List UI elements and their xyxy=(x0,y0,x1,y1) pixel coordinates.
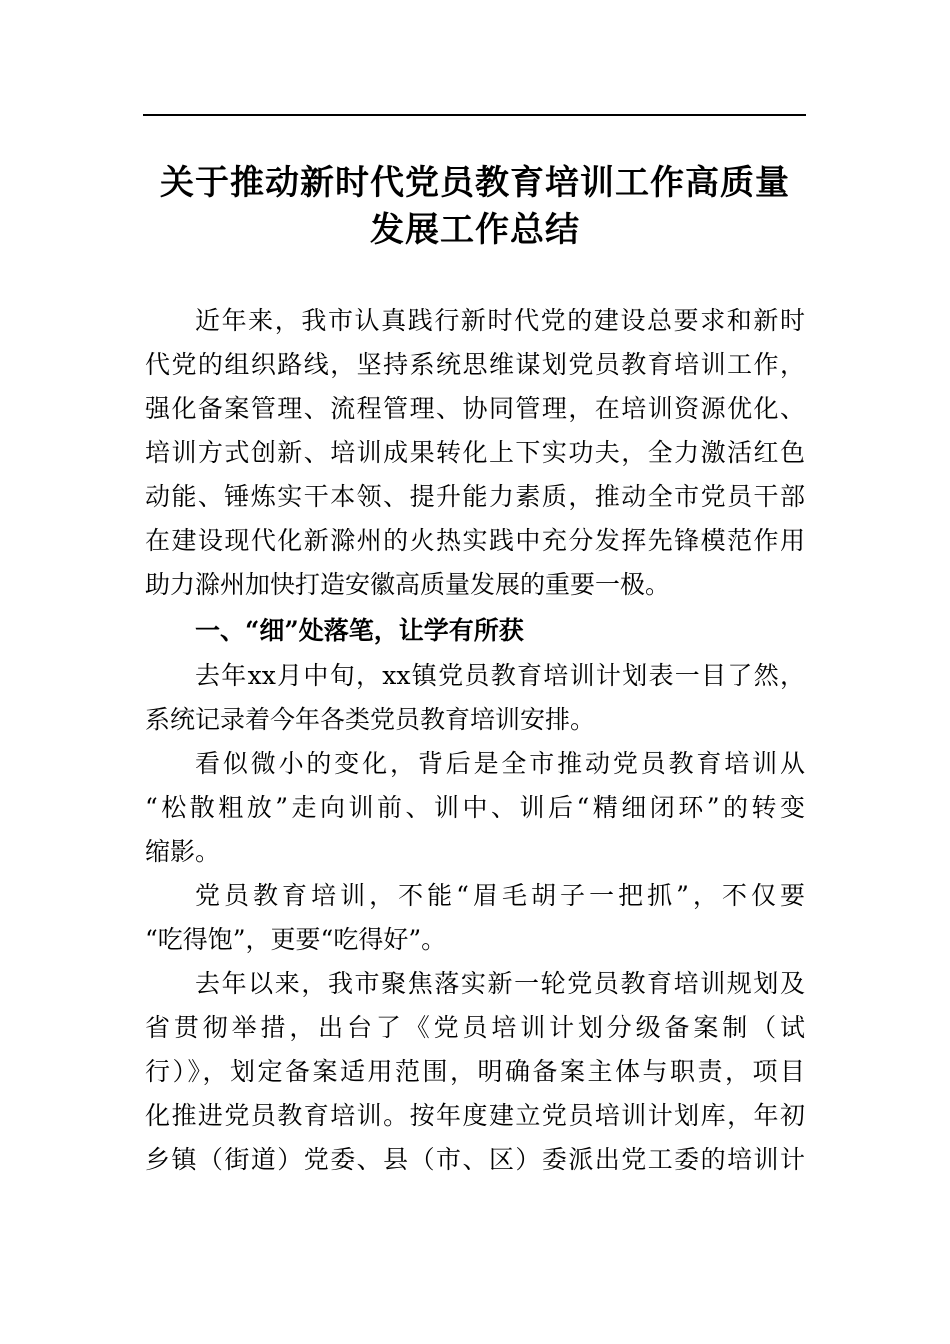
text-line: 在建设现代化新滁州的火热实践中充分发挥先锋模范作用 xyxy=(145,526,805,555)
text-line: 去年xx月中旬，xx镇党员教育培训计划表一目了然， xyxy=(195,661,805,690)
text-line: 党员教育培训，不能“眉毛胡子一把抓”，不仅要 xyxy=(195,881,805,910)
text-line: 培训方式创新、培训成果转化上下实功夫，全力激活红色 xyxy=(145,438,805,467)
paragraph xyxy=(145,874,805,962)
title-line-2: 发展工作总结 xyxy=(370,210,580,250)
text-line: 去年以来，我市聚焦落实新一轮党员教育培训规划及 xyxy=(195,969,805,998)
title-line-1: 关于推动新时代党员教育培训工作高质量 xyxy=(160,163,790,203)
paragraph xyxy=(145,299,805,607)
document-title xyxy=(100,160,850,254)
text-line: “松散粗放”走向训前、训中、训后“精细闭环”的转变 xyxy=(145,793,805,822)
text-line: 系统记录着今年各类党员教育培训安排。 xyxy=(145,705,596,734)
section-heading xyxy=(145,607,805,654)
text-line: 近年来，我市认真践行新时代党的建设总要求和新时 xyxy=(195,306,805,335)
text-line: 助力滁州加快打造安徽高质量发展的重要一极。 xyxy=(145,570,671,599)
text-line: 动能、锤炼实干本领、提升能力素质，推动全市党员干部 xyxy=(145,482,805,511)
text-line: 省贯彻举措，出台了《党员培训计划分级备案制（试 xyxy=(145,1013,805,1042)
text-line: 一、“细”处落笔，让学有所获 xyxy=(195,616,524,645)
text-line: “吃得饱”，更要“吃得好”。 xyxy=(145,925,447,954)
header-rule xyxy=(143,114,806,116)
paragraph xyxy=(145,742,805,874)
text-line: 看似微小的变化，背后是全市推动党员教育培训从 xyxy=(195,749,805,778)
text-line: 化推进党员教育培训。按年度建立党员培训计划库，年初 xyxy=(145,1101,805,1130)
text-line: 强化备案管理、流程管理、协同管理，在培训资源优化、 xyxy=(145,394,805,423)
paragraph xyxy=(145,962,805,1182)
document-body xyxy=(145,299,805,1182)
text-line: 缩影。 xyxy=(145,837,221,866)
text-line: 代党的组织路线，坚持系统思维谋划党员教育培训工作， xyxy=(145,350,805,379)
text-line: 乡镇（街道）党委、县（市、区）委派出党工委的培训计 xyxy=(145,1145,805,1174)
paragraph xyxy=(145,654,805,742)
text-line: 行）》，划定备案适用范围，明确备案主体与职责，项目 xyxy=(145,1057,805,1086)
